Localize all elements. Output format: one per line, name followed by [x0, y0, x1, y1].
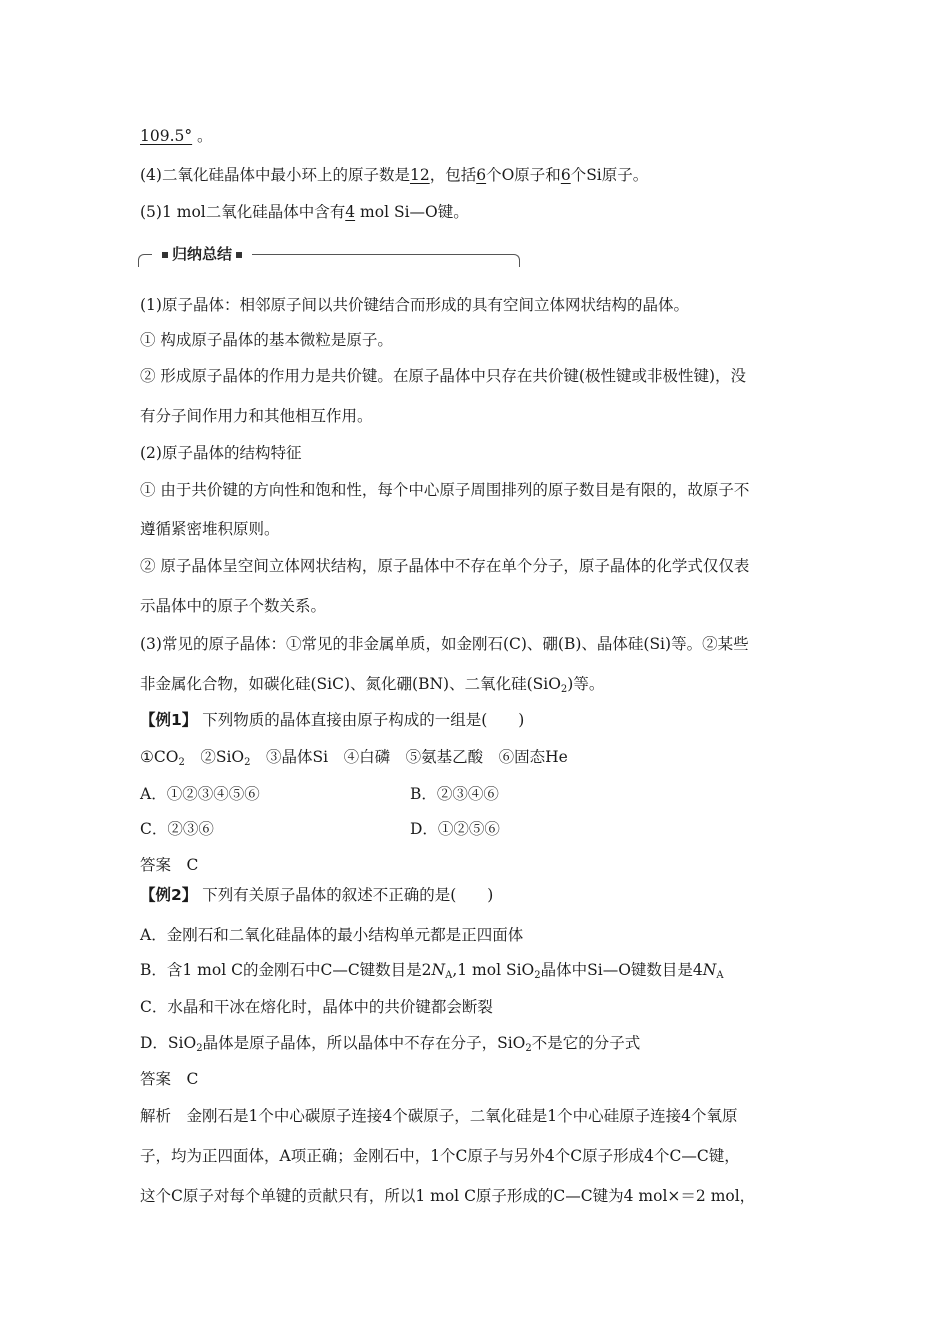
summary-p6b: 示晶体中的原子个数关系。 — [140, 597, 327, 615]
summary-p6a: ② 原子晶体呈空间立体网状结构，原子晶体中不存在单个分子，原子晶体的化学式仅仅表 — [140, 557, 750, 575]
summary-p7b: 非金属化合物，如碳化硅(SiC)、氮化硼(BN)、二氧化硅(SiO$_2$)等。 — [140, 675, 605, 695]
example2-question: 【例2】 下列有关原子晶体的叙述不正确的是( ) — [140, 886, 494, 904]
example1-option-c: C．②③⑥ — [140, 820, 214, 838]
example2-analysis-b: 子，均为正四面体，A项正确；金刚石中，1个C原子与另外4个C原子形成4个C—C键， — [140, 1147, 740, 1165]
summary-header: 归纳总结 — [152, 244, 252, 264]
example2-analysis-a: 解析 金刚石是1个中心碳原子连接4个碳原子，二氧化硅是1个中心硅原子连接4个氧原 — [140, 1107, 738, 1125]
example1-question: 【例1】 下列物质的晶体直接由原子构成的一组是( ) — [140, 711, 525, 729]
summary-p4: (2)原子晶体的结构特征 — [140, 444, 302, 462]
angle-value: 109.5° — [140, 127, 193, 145]
example2-answer: 答案 C — [140, 1070, 199, 1088]
example1-option-a: A．①②③④⑤⑥ — [140, 785, 260, 803]
example2-option-c: C．水晶和干冰在熔化时，晶体中的共价键都会断裂 — [140, 998, 493, 1016]
summary-p3b: 有分子间作用力和其他相互作用。 — [140, 407, 373, 425]
angle-line: 109.5° 。 — [140, 127, 213, 145]
example1-option-d: D．①②⑤⑥ — [410, 820, 500, 838]
example1-answer: 答案 C — [140, 856, 199, 874]
summary-p2: ① 构成原子晶体的基本微粒是原子。 — [140, 331, 393, 349]
example2-option-b: B．含1 mol C的金刚石中C—C键数目是$2N_A,1$ mol SiO$_2$晶体中Si—O键数目是$4N_A$ — [140, 961, 724, 981]
example2-option-a: A．金刚石和二氧化硅晶体的最小结构单元都是正四面体 — [140, 926, 524, 944]
example2-analysis-c: 这个C原子对每个单键的贡献只有，所以1 mol C原子形成的C—C键为4 mol×＝2 mol， — [140, 1187, 756, 1205]
square-bullet-icon — [162, 252, 168, 258]
summary-p1: (1)原子晶体：相邻原子间以共价键结合而形成的具有空间立体网状结构的晶体。 — [140, 296, 689, 314]
ring-atoms-line: (4)二氧化硅晶体中最小环上的原子数是12，包括6个O原子和6个Si原子。 — [140, 166, 649, 184]
square-bullet-icon — [236, 252, 242, 258]
example1-tag: 【例1】 — [140, 711, 198, 729]
example1-option-b: B．②③④⑥ — [410, 785, 499, 803]
summary-p5a: ① 由于共价键的方向性和饱和性，每个中心原子周围排列的原子数目是有限的，故原子不 — [140, 481, 750, 499]
summary-p3a: ② 形成原子晶体的作用力是共价键。在原子晶体中只存在共价键(极性键或非极性键)，没 — [140, 367, 747, 385]
summary-p5b: 遵循紧密堆积原则。 — [140, 520, 280, 538]
bond-count-line: (5)1 mol二氧化硅晶体中含有4 mol Si—O键。 — [140, 203, 469, 221]
summary-header-box — [138, 244, 520, 266]
example2-tag: 【例2】 — [140, 886, 198, 904]
example1-items: $①CO_2$ ②SiO$_2$ ③晶体Si ④白磷 ⑤氨基乙酸 ⑥固态He — [140, 748, 568, 768]
example2-option-d: D．SiO$_2$晶体是原子晶体，所以晶体中不存在分子，SiO$_2$不是它的分子式 — [140, 1034, 641, 1054]
summary-p7a: (3)常见的原子晶体：①常见的非金属单质，如金刚石(C)、硼(B)、晶体硅(Si)等。②某些 — [140, 635, 749, 653]
